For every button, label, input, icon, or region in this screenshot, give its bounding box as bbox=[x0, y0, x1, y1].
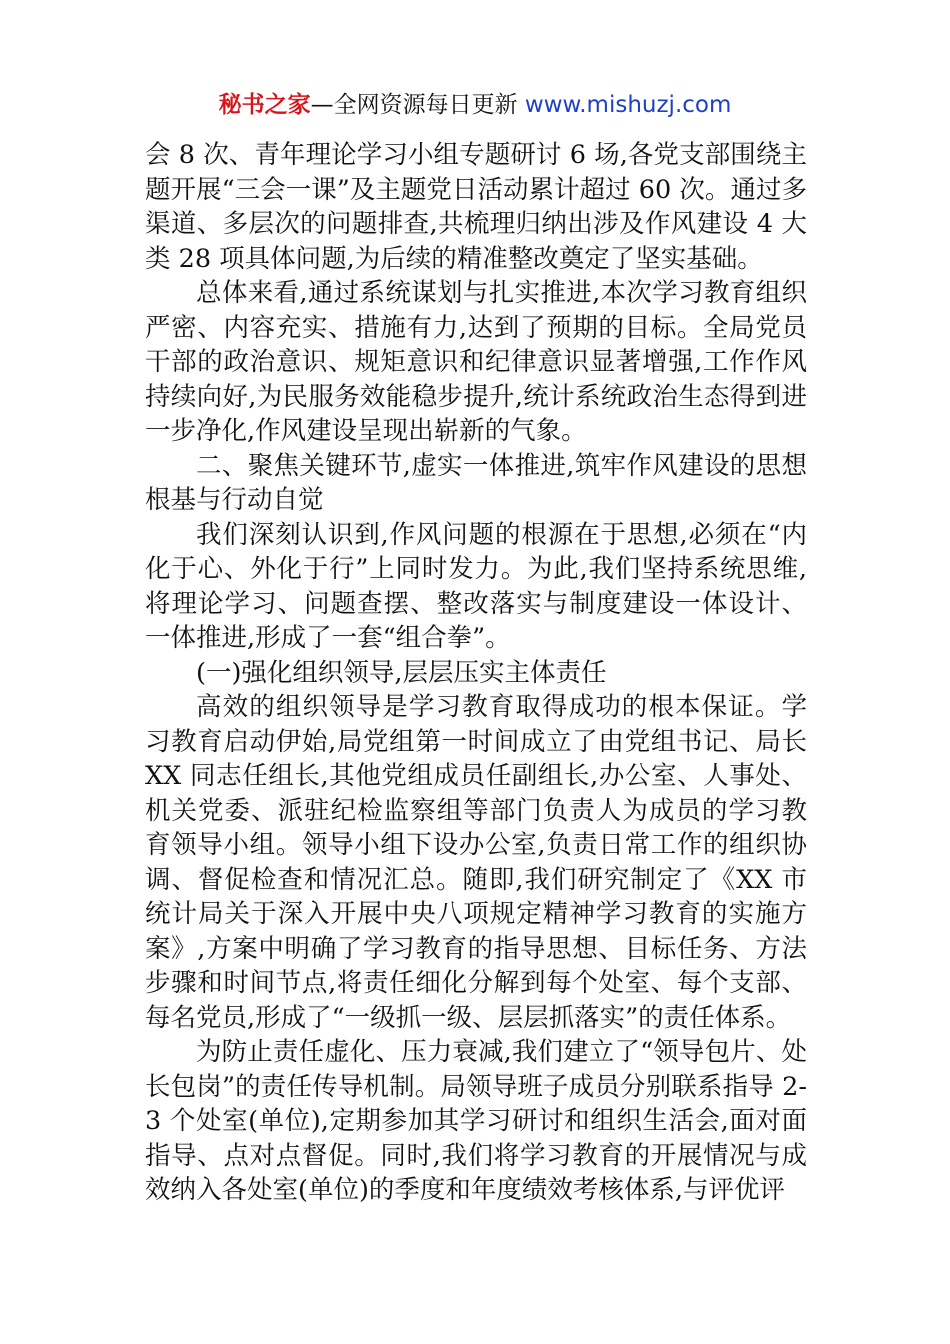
header-tagline: —全网资源每日更新 bbox=[310, 92, 525, 118]
paragraph-leadership: 高效的组织领导是学习教育取得成功的根本保证。学习教育启动伊始,局党组第一时间成立了由党组书记、局长 XX 同志任组长,其他党组成员任副组长,办公室、人事处、机关党委、派驻纪检监察组等部门负责人为成员的学习教育领导小组。领导小组下设办公室,负责日常工作的组织协调、督促检查和情况汇总。随即,我们研究制定了《XX 市统计局关于深入开展中央八项规定精神学习教育的实施方案》,方案中明确了学习教育的指导思想、目标任务、方法步骤和时间节点,将责任细化分解到每个处室、每个支部、每名党员,形成了“一级抓一级、层层抓落实”的责任体系。 bbox=[145, 692, 807, 1033]
subsection-heading: (一)强化组织领导,层层压实主体责任 bbox=[196, 657, 607, 688]
page-header bbox=[0, 88, 950, 122]
website-link[interactable]: www.mishuzj.com bbox=[524, 92, 732, 118]
section-heading: 二、聚焦关键环节,虚实一体推进,筑牢作风建设的思想根基与行动自觉 bbox=[145, 450, 807, 515]
paragraph-continuation: 会 8 次、青年理论学习小组专题研讨 6 场,各党支部围绕主题开展“三会一课”及主题党日活动累计超过 60 次。通过多渠道、多层次的问题排查,共梳理归纳出涉及作风建设 4 大类 28 项具体问题,为后续的精准整改奠定了坚实基础。 bbox=[145, 140, 807, 274]
paragraph-summary: 总体来看,通过系统谋划与扎实推进,本次学习教育组织严密、内容充实、措施有力,达到了预期的目标。全局党员干部的政治意识、规矩意识和纪律意识显著增强,工作作风持续向好,为民服务效能稳步提升,统计系统政治生态得到进一步净化,作风建设呈现出崭新的气象。 bbox=[145, 278, 807, 446]
brand-name: 秘书之家 bbox=[218, 92, 311, 118]
document-body bbox=[145, 138, 807, 1208]
paragraph-intro: 我们深刻认识到,作风问题的根源在于思想,必须在“内化于心、外化于行”上同时发力。为此,我们坚持系统思维,将理论学习、问题查摆、整改落实与制度建设一体设计、一体推进,形成了一套“组合拳”。 bbox=[145, 519, 807, 653]
paragraph-mechanism: 为防止责任虚化、压力衰减,我们建立了“领导包片、处长包岗”的责任传导机制。局领导班子成员分别联系指导 2-3 个处室(单位),定期参加其学习研讨和组织生活会,面对面指导、点对点督促。同时,我们将学习教育的开展情况与成效纳入各处室(单位)的季度和年度绩效考核体系,与评优评 bbox=[145, 1037, 807, 1205]
